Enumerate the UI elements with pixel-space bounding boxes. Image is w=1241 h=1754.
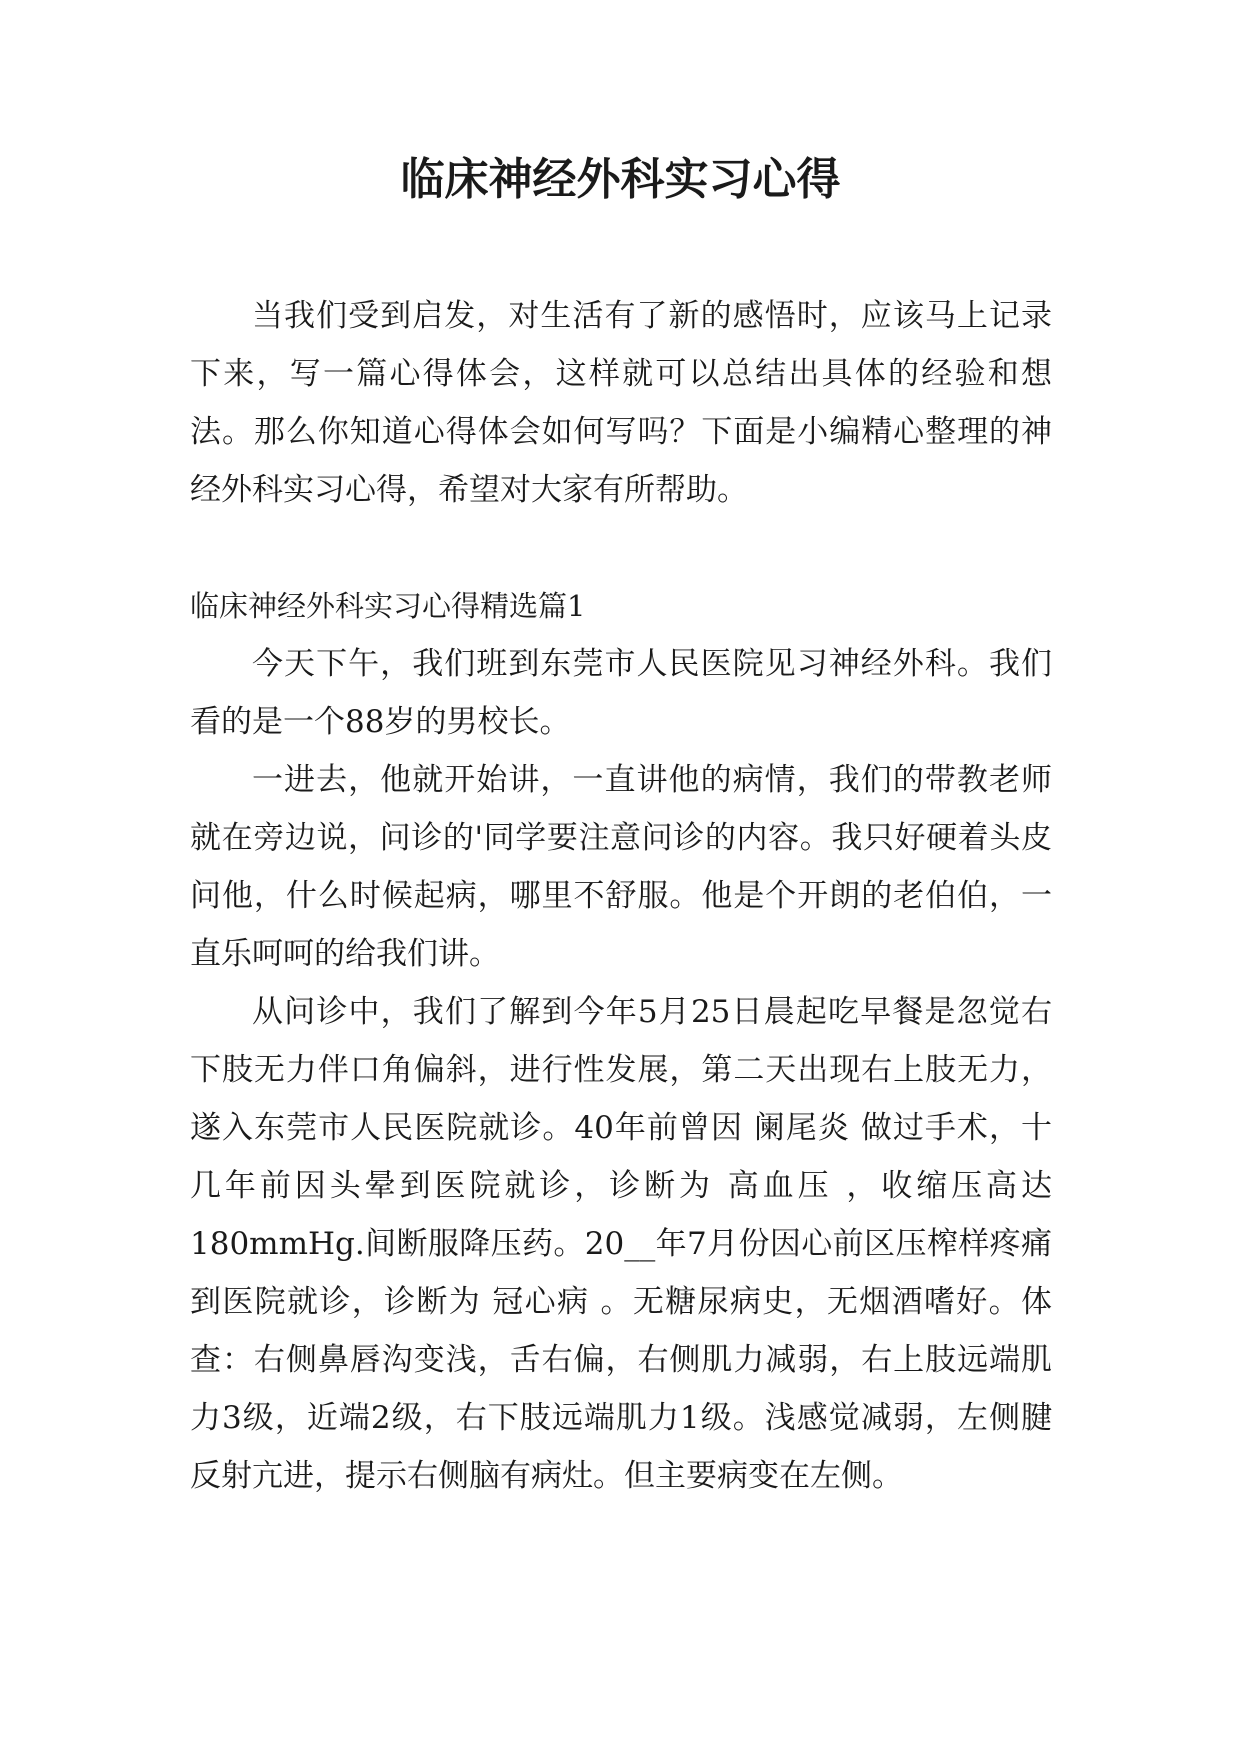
intro-paragraph: 当我们受到启发，对生活有了新的感悟时，应该马上记录下来，写一篇心得体会，这样就可以总结出具体的经验和想法。那么你知道心得体会如何写吗？下面是小编精心整理的神经外科实习心得，希望对大家有所帮助。 [190,298,1052,508]
body-paragraph-2: 一进去，他就开始讲，一直讲他的病情，我们的带教老师就在旁边说，问诊的'同学要注意问诊的内容。我只好硬着头皮问他，什么时候起病，哪里不舒服。他是个开朗的老伯伯，一直乐呵呵的给我们讲。 [190,762,1052,972]
document-title: 临床神经外科实习心得 [400,154,841,205]
body-paragraph-1: 今天下午，我们班到东莞市人民医院见习神经外科。我们看的是一个88岁的男校长。 [190,646,1052,740]
document-body [190,287,1052,1505]
body-paragraph-3: 从问诊中，我们了解到今年5月25日晨起吃早餐是忽觉右下肢无力伴口角偏斜，进行性发展，第二天出现右上肢无力，遂入东莞市人民医院就诊。40年前曾因 阑尾炎 做过手术，十几年前因头晕到医院就诊，诊断为 高血压 ，收缩压高达180mmHg.间断服降压药。20__年7月份因心前区压榨样疼痛到医院就诊，诊断为 冠心病 。无糖尿病史，无烟酒嗜好。体查：右侧鼻唇沟变浅，舌右偏，右侧肌力减弱，右上肢远端肌力3级，近端2级，右下肢远端肌力1级。浅感觉减弱，左侧腱反射亢进，提示右侧脑有病灶。但主要病变在左侧。 [190,994,1052,1494]
section-heading: 临床神经外科实习心得精选篇1 [190,589,586,623]
